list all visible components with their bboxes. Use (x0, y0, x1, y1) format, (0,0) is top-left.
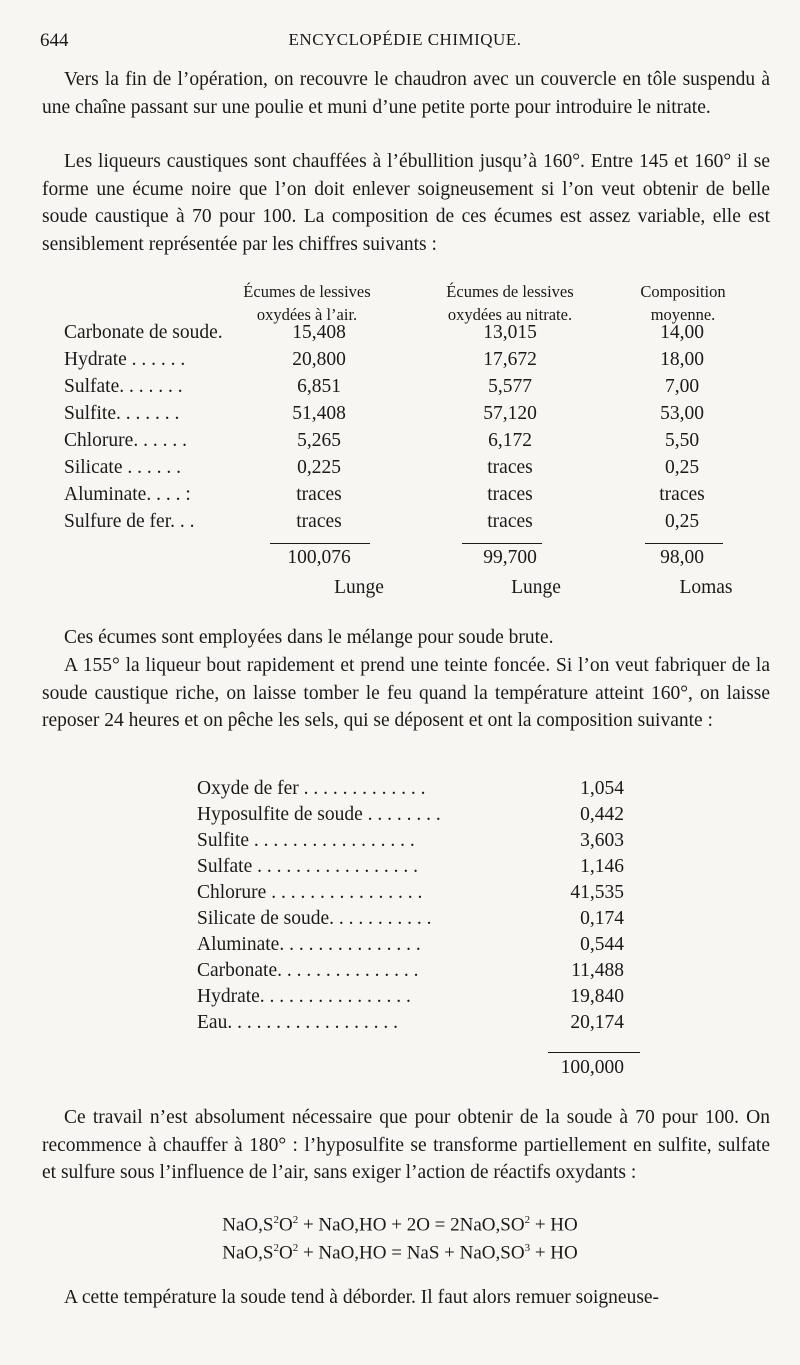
list-item: Chlorure . . . . . . . . . . . . . . . . 41,535 (197, 882, 624, 903)
list-item: Sulfate . . . . . . . . . . . . . . . . . 1,146 (197, 856, 624, 877)
paragraph-5: Ce travail n’est absolument nécessaire que pour obtenir de la soude à 70 pour 100. On recommence à chauffer à 180° : l’hyposulfite se transforme partiellement en sulfite, sulfate et sulfure sous l’influence de l’air, sans exiger l’action de réactifs oxydants : (42, 1107, 770, 1183)
column-header-air: Écumes de lessives oxydées à l’air. (243, 282, 371, 324)
list-item: Hyposulfite de soude . . . . . . . . 0,442 (197, 804, 624, 825)
column-header-nitrate: Écumes de lessives oxydées au nitrate. (446, 282, 574, 324)
paragraph-2: Les liqueurs caustiques sont chauffées à l’ébullition jusqu’à 160°. Entre 145 et 160° il se forme une écume noire que l’on doit enlever soigneusement si l’on veut obtenir de belle soude caustique à 70 pour 100. La composition de ces écumes est assez variable, elle est sensiblement représentée par les chiffres suivants : (42, 151, 770, 255)
table-row: Hydrate . . . . . . 20,800 17,672 18,00 (64, 349, 704, 370)
table-row: Chlorure. . . . . . 5,265 6,172 5,50 (64, 430, 700, 451)
running-title: ENCYCLOPÉDIE CHIMIQUE. (288, 30, 522, 49)
list-item: Oxyde de fer . . . . . . . . . . . . . 1,054 (197, 778, 624, 799)
paragraph-1: Vers la fin de l’opération, on recouvre le chaudron avec un couvercle en tôle suspendu à une chaîne passant sur une poulie et muni d’une petite porte pour introduire le nitrate. (42, 69, 770, 118)
totals-row: 100,000 (560, 1057, 624, 1078)
list-item: Carbonate. . . . . . . . . . . . . . . 11,488 (197, 960, 624, 981)
column-header-average: Composition moyenne. (640, 282, 726, 324)
table-row: Sulfure de fer. . . traces traces 0,25 (64, 511, 700, 532)
equation-1: $NaO,S^2O^2 + NaO,HO + 2O = 2NaO,SO^2$ + HO (222, 1214, 578, 1236)
table-row: Silicate . . . . . . 0,225 traces 0,25 (64, 457, 700, 478)
page-number: 644 (40, 30, 69, 51)
authors-row: Lunge Lunge Lomas (334, 577, 733, 598)
paragraph-4: A 155° la liqueur bout rapidement et prend une teinte foncée. Si l’on veut fabriquer de la soude caustique riche, on laisse tomber le feu quand la température atteint 160°, on laisse reposer 24 heures et on pêche les sels, qui se déposent et ont la composition suivante : (42, 655, 770, 731)
paragraph-6: A cette température la soude tend à déborder. Il faut alors remuer soigneuse- (64, 1287, 660, 1308)
paragraph-3: Ces écumes sont employées dans le mélange pour soude brute. (64, 627, 554, 648)
table-row: Sulfate. . . . . . . 6,851 5,577 7,00 (64, 376, 700, 397)
table-row: Carbonate de soude. 15,408 13,015 14,00 (64, 322, 704, 343)
sum-rule (645, 543, 723, 544)
table-row: Aluminate. . . . : traces traces traces (64, 484, 705, 505)
sum-rule (548, 1052, 640, 1053)
sum-rule (462, 543, 542, 544)
list-item: Hydrate. . . . . . . . . . . . . . . . 19,840 (197, 986, 624, 1007)
list-item: Eau. . . . . . . . . . . . . . . . . . 20,174 (197, 1012, 624, 1033)
sum-rule (270, 543, 370, 544)
table-row: Sulfite. . . . . . . 51,408 57,120 53,00 (64, 403, 704, 424)
equation-2: $NaO,S^2O^2 + NaO,HO$ = NaS + $NaO,SO^3$ + HO (222, 1242, 578, 1264)
list-item: Silicate de soude. . . . . . . . . . . 0,174 (197, 908, 624, 929)
page-header (40, 30, 770, 56)
list-item: Aluminate. . . . . . . . . . . . . . . 0,544 (197, 934, 624, 955)
list-item: Sulfite . . . . . . . . . . . . . . . . . 3,603 (197, 830, 624, 851)
totals-row: 100,076 99,700 98,00 (287, 547, 704, 568)
